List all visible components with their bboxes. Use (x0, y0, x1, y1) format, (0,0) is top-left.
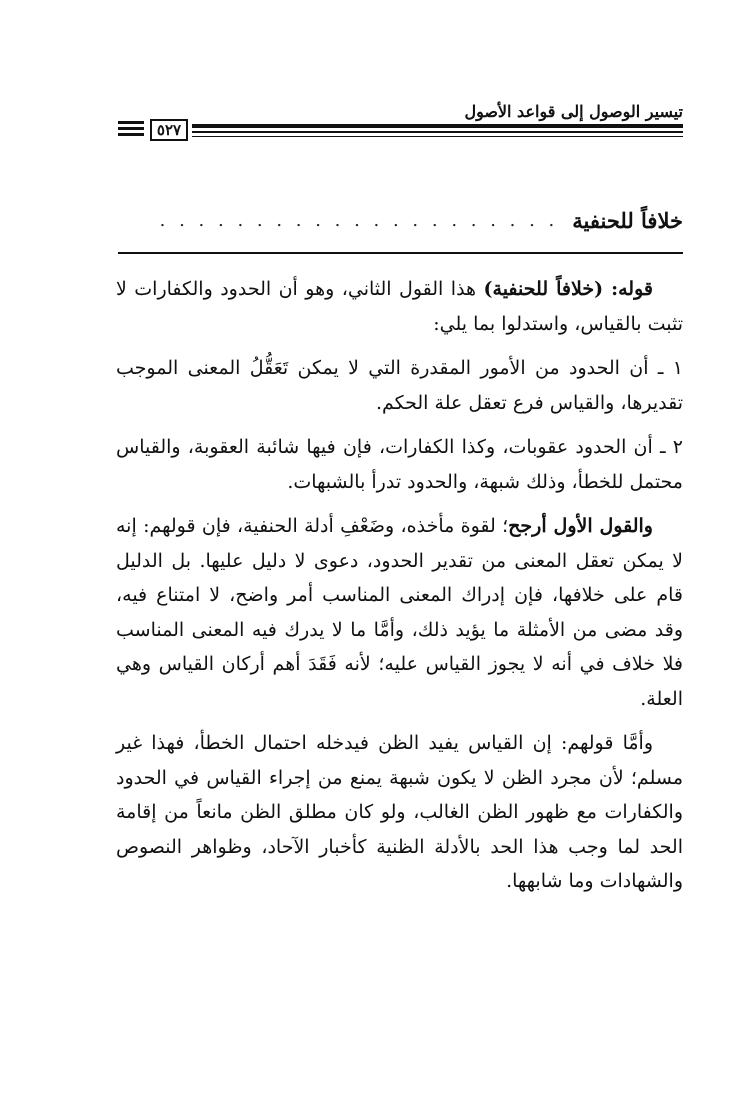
matn-text: خلافاً للحنفية (572, 207, 683, 233)
paragraph-4-text: ؛ لقوة مأخذه، وضَعْفِ أدلة الحنفية، فإن قولهم: إنه لا يمكن تعقل المعنى من تقدير الحدود، دعوى لا دليل عليها. بل الدليل قام على خلافها، فإن إدراك المعنى المناسب أمر واضح، لا امتناع فيه، وقد مضى من الأمثلة ما يؤيد ذلك، وأمَّا ما لا يدرك فيه المعنى المناسب فلا خلاف في أنه لا يجوز القياس عليه؛ لأنه فَقَدَ أهم أركان القياس وهي العلة. (116, 515, 683, 710)
paragraph-1-text: هذا القول الثاني، وهو أن الحدود والكفارات لا تثبت بالقياس، واستدلوا بما يلي: (116, 278, 683, 335)
header-rule-hairline (192, 136, 683, 137)
paragraph-3: ٢ ـ أن الحدود عقوبات، وكذا الكفارات، فإن فيها شائبة العقوبة، والقياس محتمل للخطأ، وذلك شبهة، والحدود تدرأ بالشبهات. (116, 436, 683, 493)
preferred-view-phrase: والقول الأول أرجح (508, 515, 653, 537)
running-title: تيسير الوصول إلى قواعد الأصول (464, 102, 683, 121)
header-rule-thick (192, 124, 683, 128)
matn-leader-dots: . . . . . . . . . . . . . . . . . . . . . (159, 209, 559, 231)
header-rule-thin (192, 131, 683, 133)
paragraph-1 (116, 272, 683, 341)
paragraph-5: وأمَّا قولهم: إن القياس يفيد الظن فيدخله احتمال الخطأ، فهذا غير مسلم؛ لأن مجرد الظن لا يكون شبهة يمنع من إجراء القياس في الحدود والكفارات مع ظهور الظن الغالب، ولو كان مطلق الظن مانعاً من إقامة الحد لما وجب هذا الحد بالأدلة الظنية كأخبار الآحاد، وظواهر النصوص والشهادات وما شابهها. (116, 732, 683, 892)
running-header (118, 96, 683, 146)
commentary-body (116, 272, 683, 909)
matn-heading (118, 200, 683, 240)
matn-separator-rule (118, 252, 683, 254)
paragraph-4 (116, 509, 683, 716)
page-number: ٥٢٧ (150, 119, 188, 141)
header-ornament-bars (118, 121, 144, 139)
quoted-phrase: قوله: (خلافاً للحنفية) (483, 278, 653, 300)
paragraph-2: ١ ـ أن الحدود من الأمور المقدرة التي لا يمكن تَعَقُّلُ المعنى الموجب تقديرها، والقياس فرع تعقل علة الحكم. (116, 357, 683, 414)
